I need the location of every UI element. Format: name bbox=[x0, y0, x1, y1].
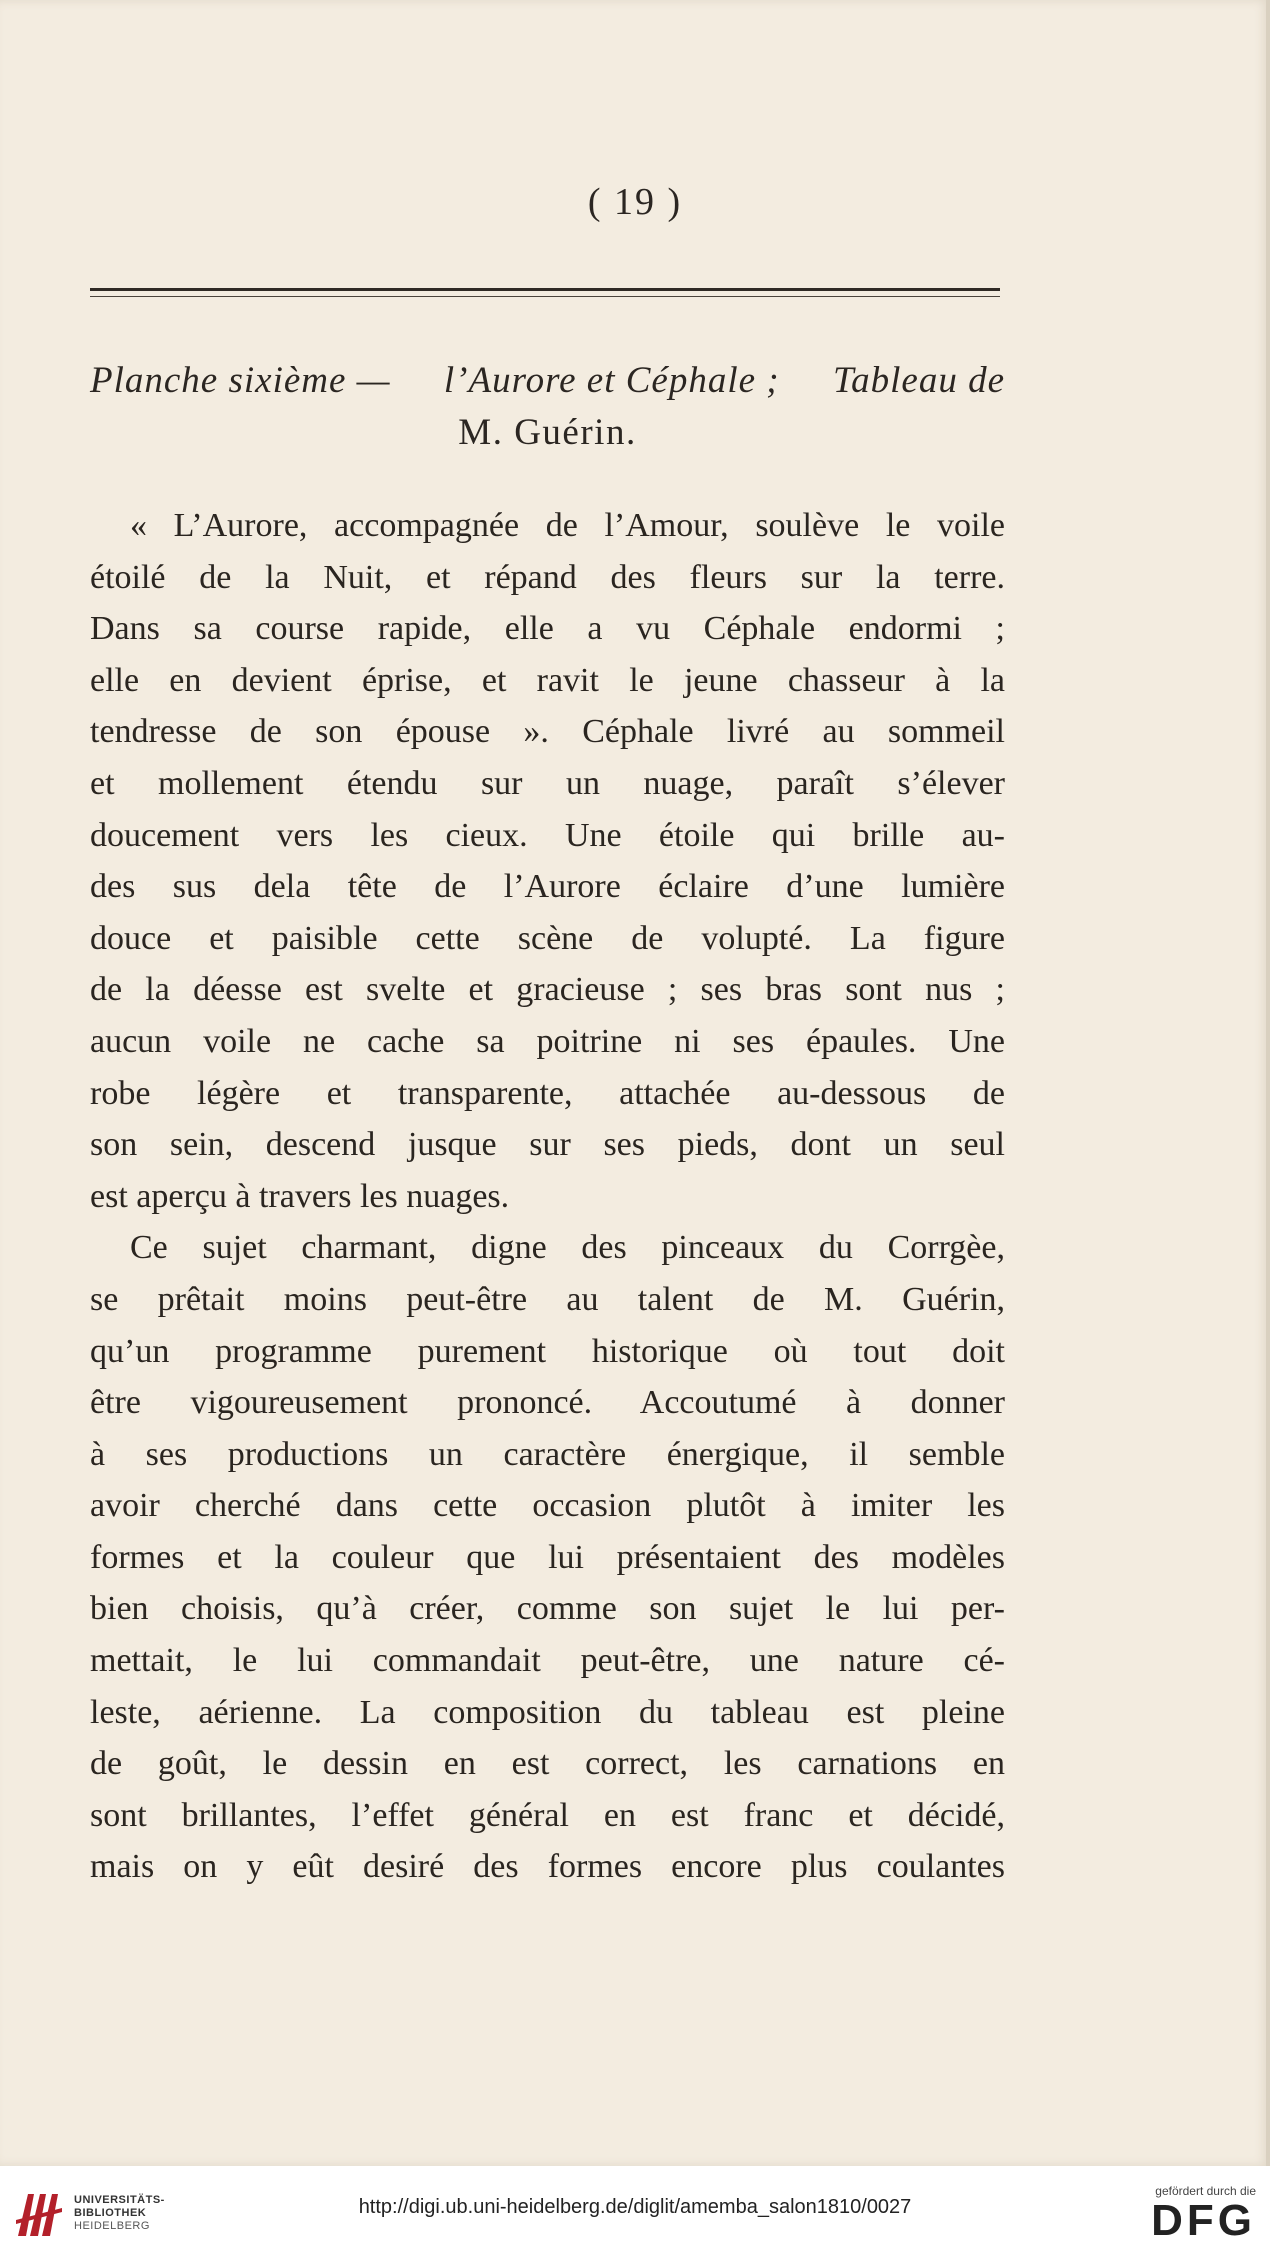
funder-credit bbox=[1151, 2184, 1256, 2244]
header-rule-thin bbox=[90, 296, 1000, 297]
page-number: ( 19 ) bbox=[587, 181, 683, 223]
text-line: formes et la couleur que lui présentaient des modèles bbox=[90, 1538, 1005, 1576]
text-line: se prêtait moins peut-être au talent de M. Guérin, bbox=[90, 1280, 1005, 1318]
text-line: leste, aérienne. La composition du tableau est pleine bbox=[90, 1693, 1005, 1731]
heading-line-1 bbox=[90, 355, 1005, 407]
viewer-footer bbox=[0, 2166, 1270, 2264]
dfg-logo: DFG bbox=[1151, 2196, 1256, 2245]
text-line: être vigoureusement prononcé. Accoutumé à donner bbox=[90, 1384, 1005, 1422]
text-line: bien choisis, qu’à créer, comme son sujet le lui per- bbox=[90, 1590, 1005, 1628]
body-text bbox=[90, 500, 1005, 1893]
text-line: tendresse de son épouse ». Céphale livré au sommeil bbox=[90, 713, 1005, 751]
text-line: Dans sa course rapide, elle a vu Céphale endormi ; bbox=[90, 610, 1005, 648]
header-rule-thick bbox=[90, 288, 1000, 291]
text-line: à ses productions un caractère énergique, il semble bbox=[90, 1435, 1005, 1473]
permalink-url[interactable]: http://digi.ub.uni-heidelberg.de/diglit/amemba_salon1810/0027 bbox=[358, 2196, 912, 2218]
library-name: UNIVERSITÄTS- BIBLIOTHEK HEIDELBERG bbox=[74, 2194, 165, 2232]
heading-line-2: M. Guérin. bbox=[458, 412, 637, 453]
text-line: doucement vers les cieux. Une étoile qui brille au- bbox=[90, 816, 1005, 854]
text-line: mais on y eût desiré des formes encore plus coulantes bbox=[90, 1848, 1005, 1886]
text-line: son sein, descend jusque sur ses pieds, dont un seul bbox=[90, 1126, 1005, 1164]
heading-left: Planche sixième — bbox=[90, 360, 391, 401]
text-line: et mollement étendu sur un nuage, paraît s’élever bbox=[90, 764, 1005, 802]
section-heading bbox=[90, 355, 1005, 459]
text-line: de la déesse est svelte et gracieuse ; ses bras sont nus ; bbox=[90, 971, 1005, 1009]
text-line: « L’Aurore, accompagnée de l’Amour, soulève le voile bbox=[130, 507, 1005, 544]
heading-right: Tableau de bbox=[832, 360, 1005, 401]
paragraph-2 bbox=[90, 1222, 1005, 1893]
text-line: robe légère et transparente, attachée au-dessous de bbox=[90, 1074, 1005, 1112]
text-line: Ce sujet charmant, digne des pinceaux du Corrgèe, bbox=[130, 1229, 1005, 1267]
text-line: avoir cherché dans cette occasion plutôt à imiter les bbox=[90, 1487, 1005, 1525]
text-line: douce et paisible cette scène de volupté. La figure bbox=[90, 919, 1005, 957]
text-line: aucun voile ne cache sa poitrine ni ses épaules. Une bbox=[90, 1022, 1005, 1060]
text-line: sont brillantes, l’effet général en est franc et décidé, bbox=[90, 1796, 1005, 1834]
text-line: qu’un programme purement historique où tout doit bbox=[90, 1332, 1005, 1370]
text-line: elle en devient éprise, et ravit le jeune chasseur à la bbox=[90, 661, 1005, 699]
heading-mid: l’Aurore et Céphale ; bbox=[443, 360, 780, 401]
text-line: mettait, le lui commandait peut-être, une nature cé- bbox=[90, 1642, 1005, 1680]
page-edge bbox=[1266, 0, 1270, 2166]
paragraph-1 bbox=[90, 500, 1005, 1222]
text-line: des sus dela tête de l’Aurore éclaire d’une lumière bbox=[90, 868, 1005, 906]
text-line: étoilé de la Nuit, et répand des fleurs sur la terre. bbox=[90, 558, 1005, 596]
text-line: est aperçu à travers les nuages. bbox=[90, 1177, 510, 1215]
funded-by-label: gefördert durch die bbox=[1155, 2184, 1256, 2198]
text-line: de goût, le dessin en est correct, les carnations en bbox=[90, 1745, 1005, 1783]
